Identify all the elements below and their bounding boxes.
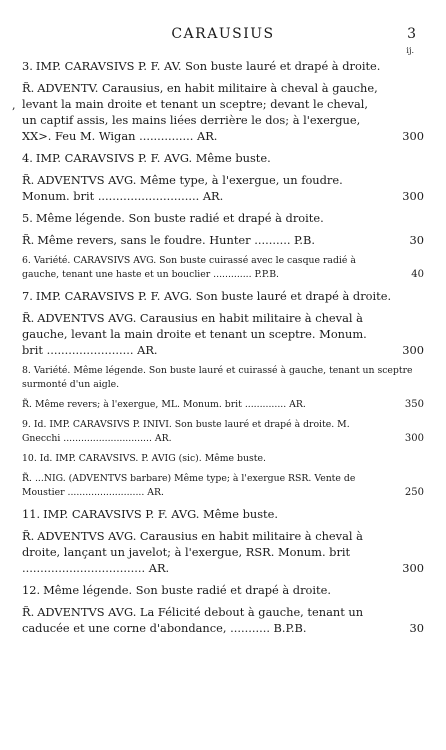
reverse-marker: R̃. [22, 529, 35, 543]
entry-text: Id. IMP. CARAVSIVS. P. AVIG (sic). Même buste. [39, 453, 266, 464]
entry-3-reverse [12, 80, 424, 144]
entry-number: 5. [22, 211, 33, 225]
entry-text: Id. IMP. CARAVSIVS P. INIVI. Son buste lauré et drapé à droite. M. Gnecchi .............................. AR. [22, 419, 350, 444]
entry-text: ADVENTV. Carausius, en habit militaire à cheval à gauche, levant la main droite et tenant un sceptre; devant le cheval, un captif assis, les mains liées derrière le dos; à l'exergue, XX>. Feu M. Wigan ............... AR. [22, 81, 378, 143]
entry-text: ADVENTVS AVG. Carausius en habit militaire à cheval à gauche, levant la main droite et tenant un sceptre. Monum. brit ........................ AR. [22, 311, 367, 357]
price: 40 [411, 269, 424, 280]
entry-number: 6. [22, 255, 31, 266]
entry-text: Variété. CARAVSIVS AVG. Son buste cuirassé avec le casque radié à gauche, tenant une haste et un bouclier ............. P.P.B. [22, 255, 356, 280]
entry-10-obverse [22, 452, 424, 466]
entry-10-reverse [22, 472, 424, 500]
entry-4-obverse [22, 150, 424, 166]
reverse-marker: R̃. [22, 173, 35, 187]
price: 350 [404, 399, 424, 410]
reverse-marker: R̃. [22, 81, 35, 95]
entry-7-reverse [22, 310, 424, 358]
entry-number: 3. [22, 59, 33, 73]
entry-number: 4. [22, 151, 33, 165]
entry-text: Même revers, sans le foudre. Hunter .......... P.B. [37, 233, 316, 247]
reverse-marker: R̃. [22, 605, 35, 619]
entry-number: 9. [22, 419, 31, 430]
price: 250 [404, 487, 424, 498]
reverse-marker: R̃. [22, 473, 32, 484]
price: 300 [402, 129, 424, 143]
entry-11-obverse [22, 506, 424, 522]
entry-text: IMP. CARAVSIVS P. F. AVG. Même buste. [43, 507, 279, 521]
margin-comma-mark: , [12, 99, 16, 112]
price: 30 [409, 233, 424, 247]
entry-text: ADVENTVS AVG. La Félicité debout à gauche, tenant un caducée et une corne d'abondance, ........... B.P.B. [22, 605, 364, 635]
entry-text: IMP. CARAVSIVS P. F. AVG. Même buste. [35, 151, 271, 165]
entry-8-reverse [22, 398, 424, 412]
catalogue-entries [12, 58, 424, 642]
reverse-marker: R̃. [22, 399, 32, 410]
entry-text: ADVENTVS AVG. Même type, à l'exergue, un foudre. Monum. brit ............................ AR. [22, 173, 343, 203]
entry-number: 8. [22, 365, 31, 376]
entry-text: Même légende. Son buste radié et drapé à droite. [43, 583, 331, 597]
reverse-marker: R̃. [22, 311, 35, 325]
entry-8-obverse [22, 364, 424, 392]
price: 300 [402, 343, 424, 357]
price: 300 [402, 189, 424, 203]
entry-text: Variété. Même légende. Son buste lauré et cuirassé à gauche, tenant un sceptre surmonté d'un aigle. [22, 365, 413, 390]
entry-text: IMP. CARAVSIVS P. F. AVG. Son buste lauré et drapé à droite. [35, 289, 392, 303]
page-header [0, 26, 446, 55]
entry-6 [22, 254, 424, 282]
entry-7-obverse [22, 288, 424, 304]
price: 300 [404, 433, 424, 444]
entry-text: Même légende. Son buste radié et drapé à droite. [35, 211, 324, 225]
entry-11-reverse [22, 528, 424, 576]
entry-number: 11. [22, 507, 41, 521]
entry-number: 10. [22, 453, 37, 464]
entry-number: 12. [22, 583, 41, 597]
entry-12-obverse [22, 582, 424, 598]
entry-text: IMP. CARAVSIVS P. F. AV. Son buste lauré et drapé à droite. [35, 59, 381, 73]
running-title: CARAUSIUS [171, 26, 275, 42]
entry-5-reverse [22, 232, 424, 248]
entry-12-reverse [22, 604, 424, 636]
entry-text: ADVENTVS AVG. Carausius en habit militaire à cheval à droite, lançant un javelot; à l'exergue, RSR. Monum. brit .................................. AR. [22, 529, 363, 575]
entry-3-obverse [22, 58, 424, 74]
entry-4-reverse [22, 172, 424, 204]
page-number: 3 [407, 26, 416, 42]
price: 300 [402, 561, 424, 575]
entry-text: ...NIG. (ADVENTVS barbare) Même type; à l'exergue RSR. Vente de Moustier .......................... AR. [22, 473, 356, 498]
entry-5-obverse [22, 210, 424, 226]
margin-note: ij. [406, 46, 414, 55]
entry-number: 7. [22, 289, 33, 303]
entry-text: Même revers; à l'exergue, ML. Monum. brit .............. AR. [34, 399, 306, 410]
price: 30 [409, 621, 424, 635]
entry-9 [22, 418, 424, 446]
reverse-marker: R̃. [22, 233, 35, 247]
